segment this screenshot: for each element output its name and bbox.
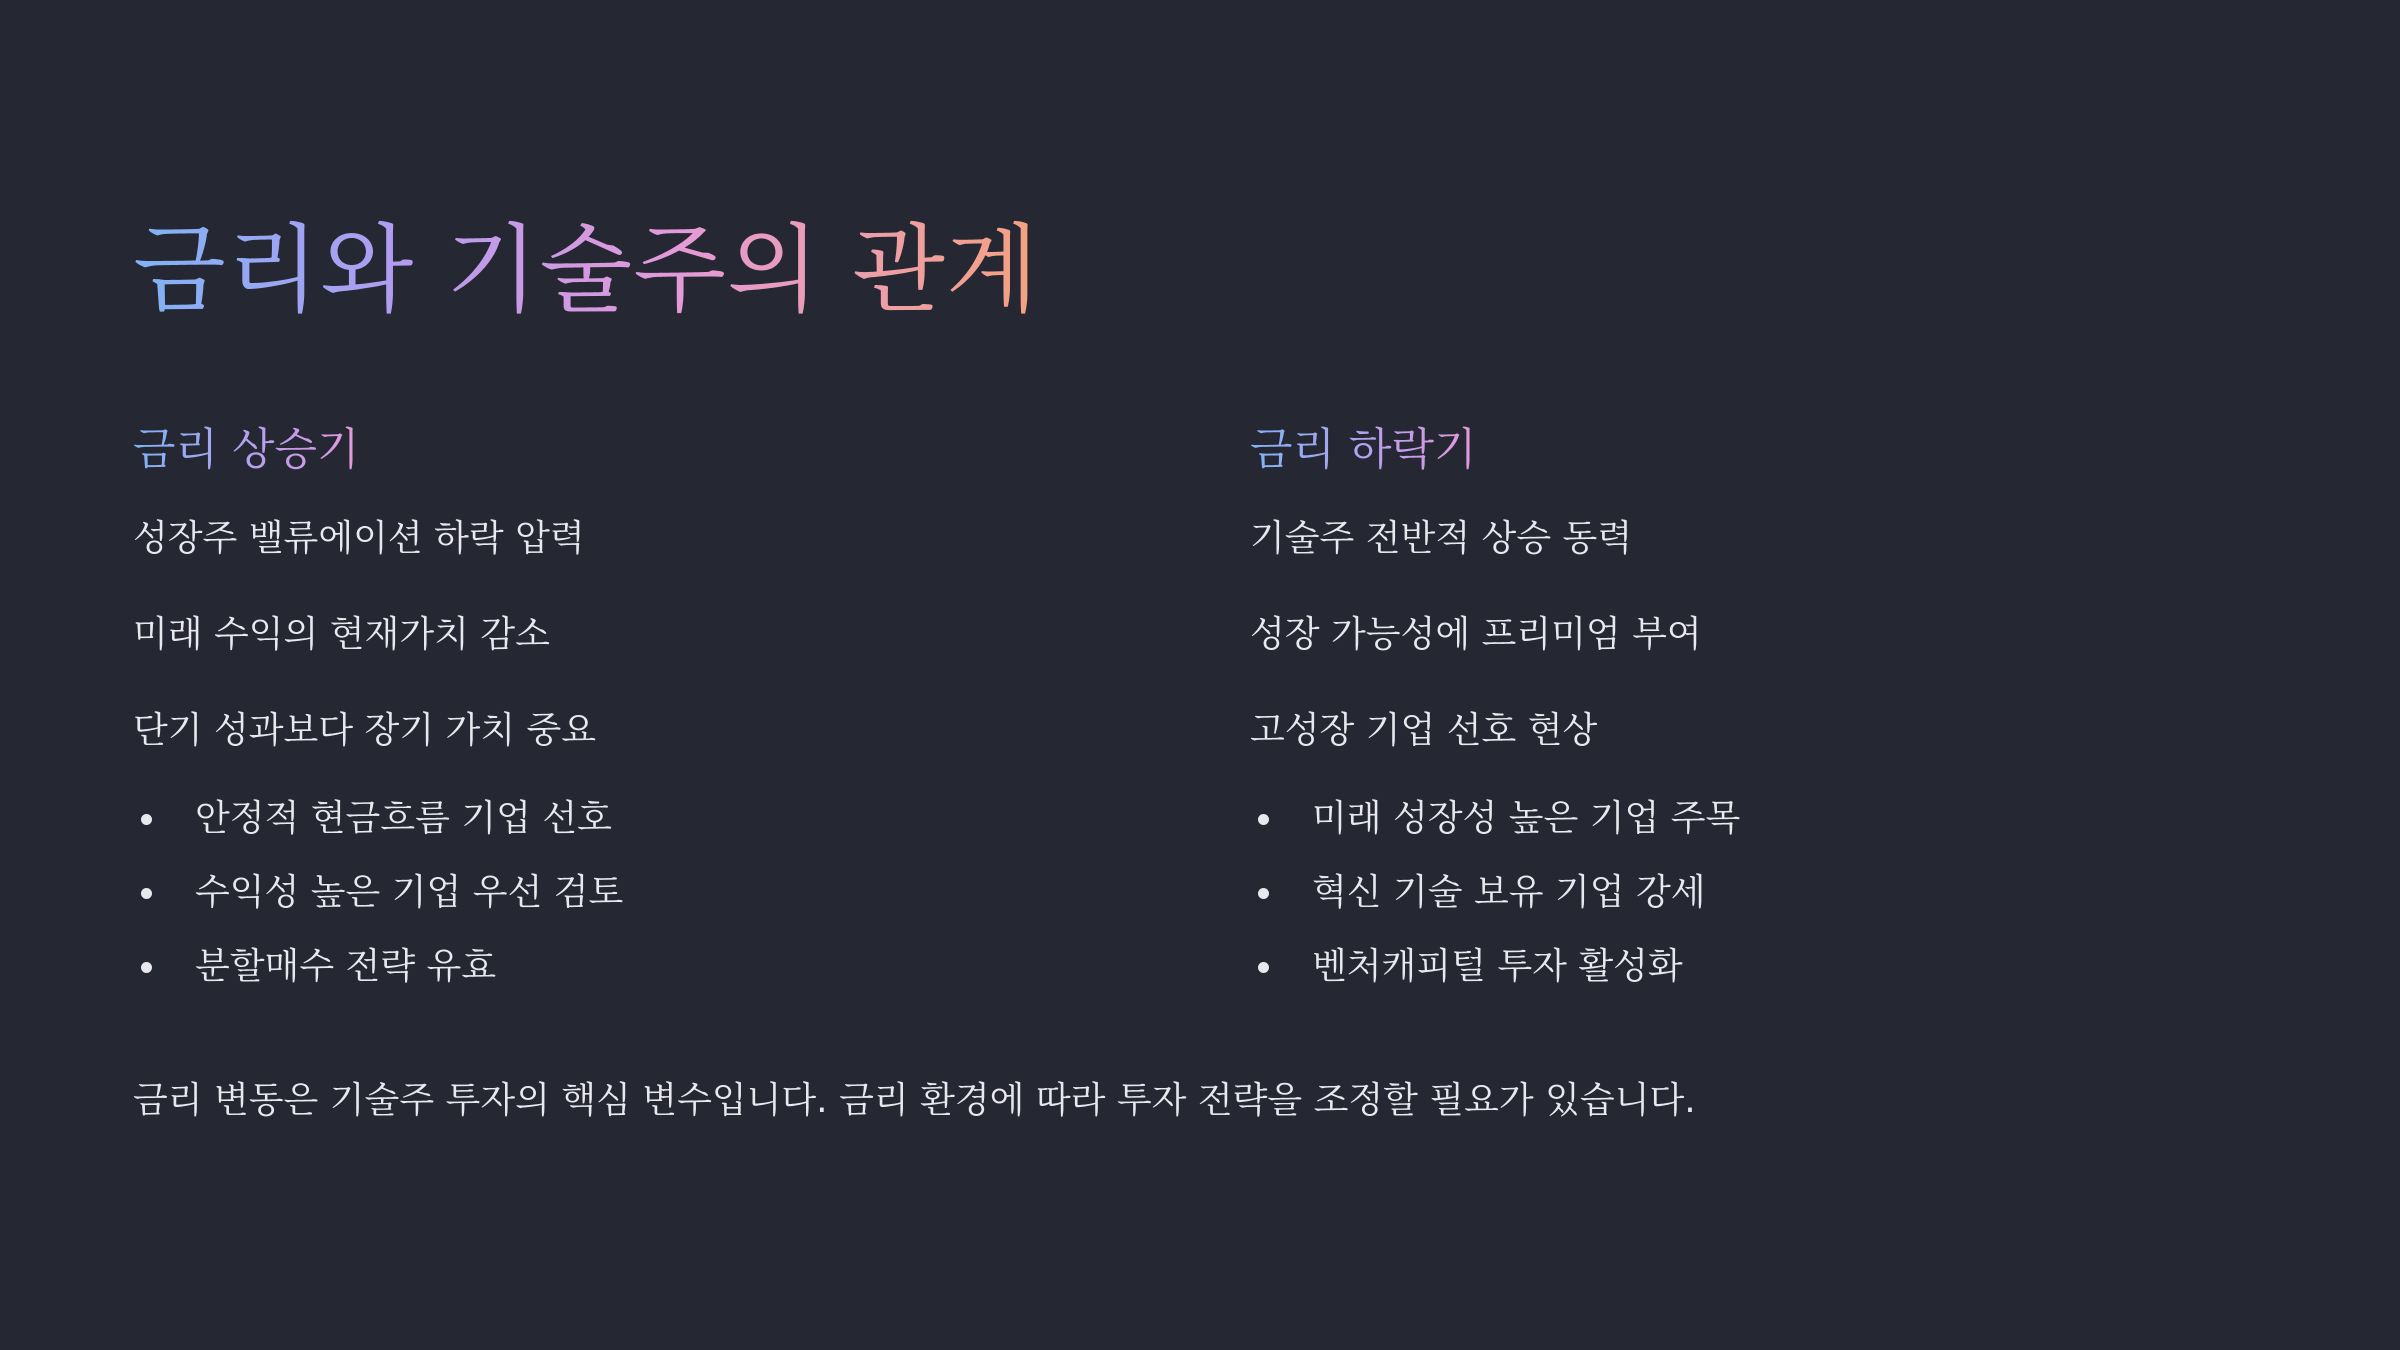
rate-rise-bullet-item [133,941,1133,993]
bullet-text: 벤처캐피털 투자 활성화 [1312,946,1683,987]
rate-rise-bullet-item [133,867,1133,919]
bullet-text: 수익성 높은 기업 우선 검토 [195,872,624,913]
rate-fall-bullet-item [1250,793,2250,845]
bullet-dot-icon [1258,888,1269,899]
rate-rise-point: 미래 수익의 현재가치 감소 [133,614,550,655]
bullet-text: 분할매수 전략 유효 [195,946,497,987]
rate-fall-point: 고성장 기업 선호 현상 [1250,710,1598,751]
rate-fall-bullets [1250,793,2250,993]
rate-fall-point: 기술주 전반적 상승 동력 [1250,518,1633,559]
rate-fall-bullet-item [1250,867,2250,919]
bullet-dot-icon [141,888,152,899]
rate-rise-point: 단기 성과보다 장기 가치 중요 [133,710,597,751]
bullet-text: 혁신 기술 보유 기업 강세 [1312,872,1706,913]
summary-note: 금리 변동은 기술주 투자의 핵심 변수입니다. 금리 환경에 따라 투자 전략을 조정할 필요가 있습니다. [133,1080,1696,1121]
rate-rise-bullet-item [133,793,1133,845]
bullet-dot-icon [141,814,152,825]
rate-rise-bullets [133,793,1133,993]
rate-rise-points [133,513,1133,757]
bullet-dot-icon [141,962,152,973]
rate-rise-heading: 금리 상승기 [133,418,360,482]
rate-fall-point: 성장 가능성에 프리미엄 부여 [1250,614,1702,655]
rate-rise-point: 성장주 밸류에이션 하락 압력 [133,518,585,559]
rate-fall-heading: 금리 하락기 [1250,418,1477,482]
rate-rise-column [133,418,1133,1015]
bullet-dot-icon [1258,814,1269,825]
rate-fall-column [1250,418,2250,1015]
bullet-dot-icon [1258,962,1269,973]
slide-title: 금리와 기술주의 관계 [133,205,1040,335]
rate-fall-points [1250,513,2250,757]
bullet-text: 안정적 현금흐름 기업 선호 [195,798,612,839]
rate-fall-bullet-item [1250,941,2250,993]
bullet-text: 미래 성장성 높은 기업 주목 [1312,798,1741,839]
